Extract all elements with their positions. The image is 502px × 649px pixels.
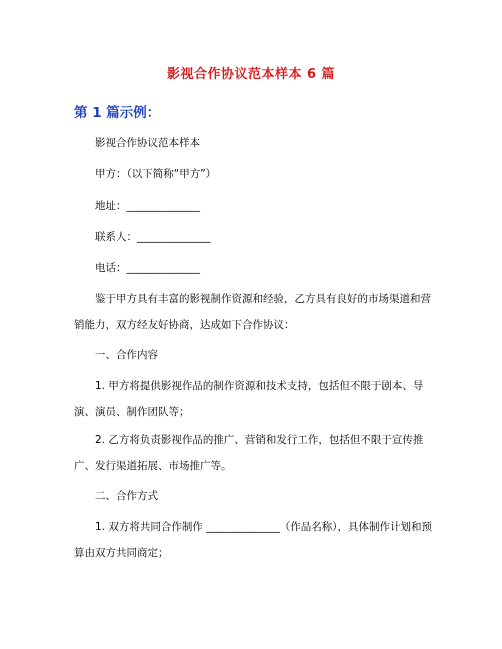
phone-line: 电话：______________ [95,262,200,274]
clause-1-1: 1. 甲方将提供影视作品的制作资源和技术支持，包括但不限于剧本、导演、演员、制作团队等； [74,380,424,418]
section-heading-cooperation-content: 一、合作内容 [95,349,158,361]
section-heading-cooperation-method: 二、合作方式 [95,490,158,502]
clause-1-2: 2. 乙方将负责影视作品的推广、营销和发行工作，包括但不限于宣传推广、发行渠道拓展、市场推广等。 [74,434,424,472]
party-a-line: 甲方：（以下简称“甲方”） [95,168,217,180]
document-title: 影视合作协议范本样本 6 篇 [166,67,336,82]
address-line: 地址：______________ [95,200,200,212]
intro-paragraph: 鉴于甲方具有丰富的影视制作资源和经验，乙方具有良好的市场渠道和营销能力，双方经友好协商，达成如下合作协议： [74,293,431,331]
clause-2-1: 1. 双方将共同合作制作 ______________（作品名称），具体制作计划和预算由双方共同商定； [74,521,432,559]
agreement-name-line: 影视合作协议范本样本 [95,137,200,149]
section-heading: 第 1 篇示例： [74,105,161,121]
contact-line: 联系人：______________ [95,231,211,243]
